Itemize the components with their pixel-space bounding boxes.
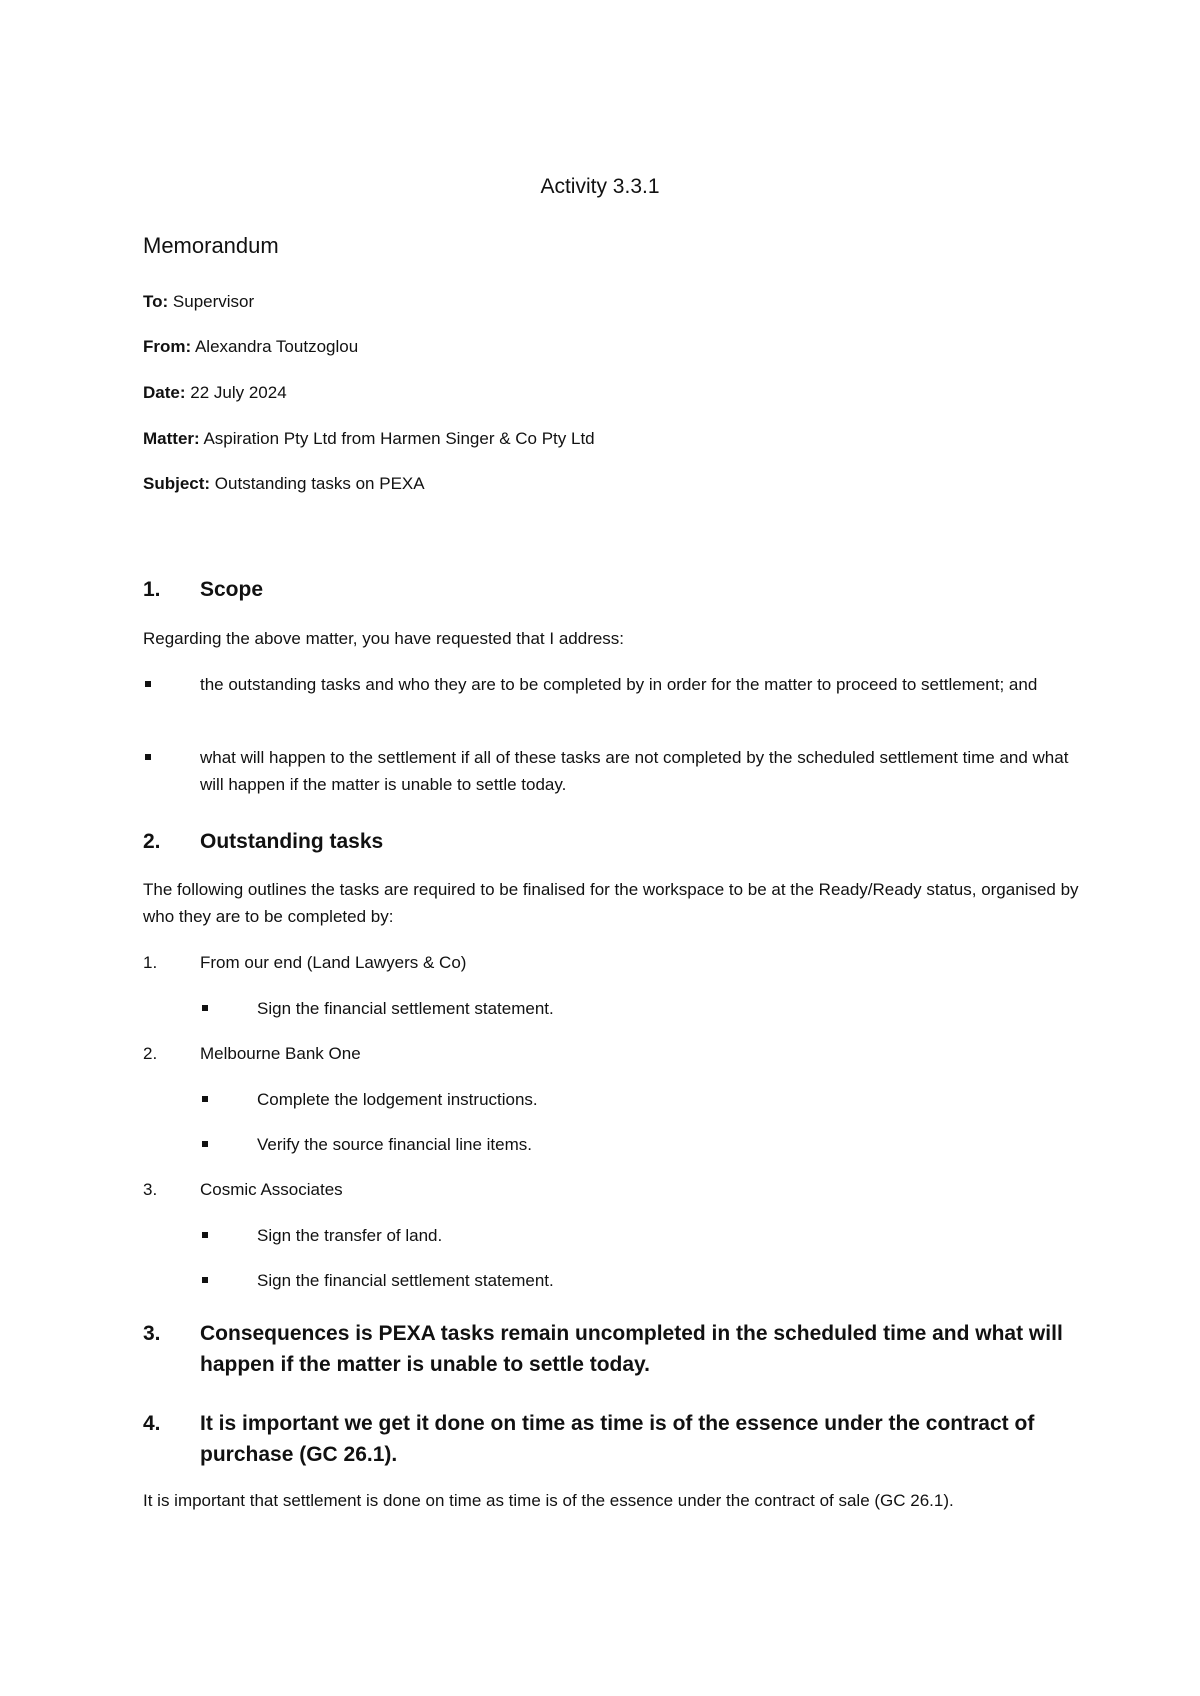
bullet-icon bbox=[202, 1141, 208, 1147]
memo-heading: Memorandum bbox=[143, 233, 279, 258]
section-number: 3. bbox=[143, 1322, 161, 1345]
section-number: 2. bbox=[143, 830, 161, 853]
document-title: Activity 3.3.1 bbox=[540, 175, 660, 198]
section-title: It is important we get it done on time as time is of the essence under the contract of purchase (GC 26.1). bbox=[200, 1412, 1035, 1466]
bullet-icon bbox=[202, 1232, 208, 1238]
bullet-icon bbox=[202, 1096, 208, 1102]
task-text: Complete the lodgement instructions. bbox=[257, 1090, 538, 1109]
task-text: Sign the financial settlement statement. bbox=[257, 1271, 554, 1290]
field-to bbox=[143, 289, 254, 315]
party-number: 2. bbox=[143, 1044, 158, 1063]
field-from bbox=[143, 334, 358, 360]
bullet-icon bbox=[202, 1277, 208, 1283]
section-title: Outstanding tasks bbox=[200, 830, 384, 853]
field-to-label: To: bbox=[143, 292, 169, 311]
party-name: From our end (Land Lawyers & Co) bbox=[200, 953, 467, 972]
field-subject bbox=[143, 471, 425, 497]
section-number: 1. bbox=[143, 578, 161, 601]
field-date-value: 22 July 2024 bbox=[190, 383, 287, 402]
bullet-icon bbox=[145, 681, 151, 687]
field-matter-value: Aspiration Pty Ltd from Harmen Singer & Co Pty Ltd bbox=[203, 429, 595, 448]
closing-paragraph: It is important that settlement is done on time as time is of the essence under the contract of sale (GC 26.1). bbox=[143, 1491, 954, 1510]
list-item-text: the outstanding tasks and who they are to be completed by in order for the matter to proceed to settlement; and bbox=[200, 675, 1038, 694]
field-matter-label: Matter: bbox=[143, 429, 200, 448]
party-name: Melbourne Bank One bbox=[200, 1044, 361, 1063]
list-item-text: what will happen to the settlement if all of these tasks are not completed by the scheduled settlement time and what will happen if the matter is unable to settle today. bbox=[200, 748, 1069, 794]
field-date-label: Date: bbox=[143, 383, 186, 402]
bullet-icon bbox=[145, 754, 151, 760]
party-number: 3. bbox=[143, 1180, 158, 1199]
scope-intro: Regarding the above matter, you have requested that I address: bbox=[143, 629, 625, 648]
outstanding-intro: The following outlines the tasks are required to be finalised for the workspace to be at the Ready/Ready status, organised by who they are to be completed by: bbox=[143, 880, 1079, 926]
party-number: 1. bbox=[143, 953, 158, 972]
party-name: Cosmic Associates bbox=[200, 1180, 343, 1199]
task-text: Sign the financial settlement statement. bbox=[257, 999, 554, 1018]
bullet-icon bbox=[202, 1005, 208, 1011]
section-title: Scope bbox=[200, 578, 264, 601]
field-subject-value: Outstanding tasks on PEXA bbox=[214, 474, 425, 493]
section-title: Consequences is PEXA tasks remain uncompleted in the scheduled time and what will happen if the matter is unable to settle today. bbox=[200, 1322, 1063, 1376]
task-text: Verify the source financial line items. bbox=[257, 1135, 532, 1154]
field-subject-label: Subject: bbox=[143, 474, 211, 493]
field-to-value: Supervisor bbox=[172, 292, 255, 311]
field-date bbox=[143, 380, 287, 406]
task-text: Sign the transfer of land. bbox=[257, 1226, 443, 1245]
field-from-value: Alexandra Toutzoglou bbox=[194, 337, 359, 356]
section-number: 4. bbox=[143, 1412, 161, 1435]
field-from-label: From: bbox=[143, 337, 192, 356]
field-matter bbox=[143, 426, 595, 452]
